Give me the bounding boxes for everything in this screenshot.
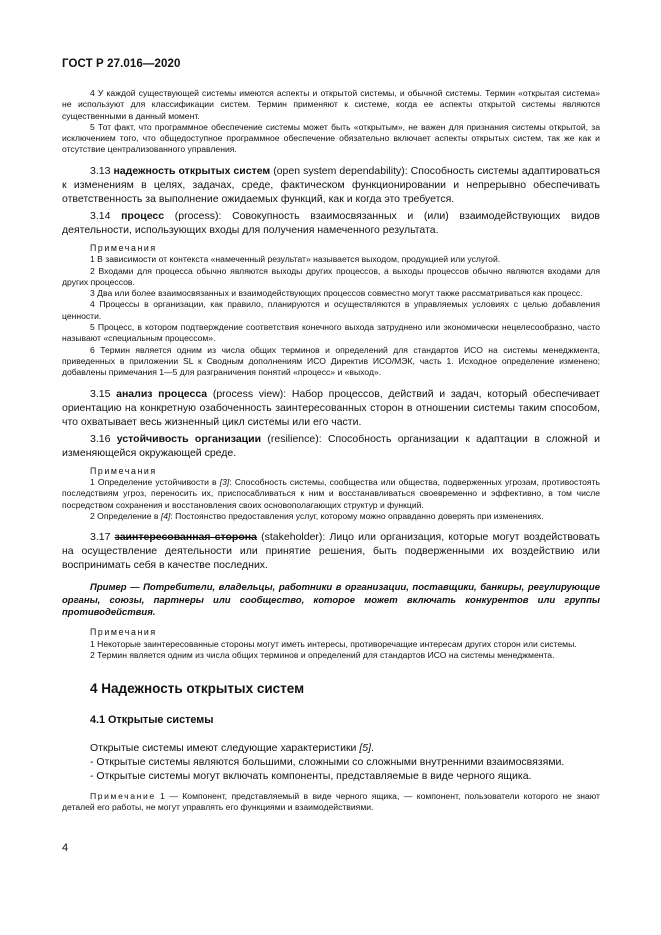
definition-3-15: [62, 387, 600, 429]
notes-heading: Примечания: [90, 465, 157, 476]
definition-number: 3.16: [90, 432, 111, 445]
note-3-17-2: 2 Термин является одним из числа общих терминов и определений для стандартов ИСО на системы менеджмента.: [90, 650, 555, 661]
subsection-title: 4.1 Открытые системы: [90, 713, 214, 726]
note-label: Примечание: [90, 790, 156, 801]
section-title: 4 Надежность открытых систем: [90, 680, 305, 696]
note-text: : Способность системы, сообщества или общества, подверженных угрозам, противостоять последствиям угроз, переносить их, приспосабливаться к ним и восстанавливаться своевременно и эффективно, в том числе посредством сохранения и восстановления своих основополагающих структур и функций.: [62, 477, 600, 510]
definition-3-16: [62, 432, 600, 460]
note-open-system-5: 5 Тот факт, что программное обеспечение системы может быть «открытым», не важен для признания системы открытой, за исключением того, что общедоступное программное обеспечение обязательно включает аспекты открытых систем, так же как и отсутствие централизованного управления.: [62, 121, 600, 155]
notes-heading: Примечания: [90, 627, 157, 638]
intro-text: .: [371, 741, 374, 754]
note-3-14-5: 5 Процесс, в котором подтверждение соответствия конечного выхода затруднено или экономически нецелесообразно, часто называют «специальным процессом».: [62, 322, 600, 344]
note-4-1-1: [62, 791, 600, 814]
definition-3-14: [62, 209, 600, 237]
note-text: 1 — Компонент, представляемый в виде черного ящика, — компонент, пользователи которого не знают деталей его работы, не могут управлять его функциями и взаимодействиями.: [62, 790, 600, 812]
note-text: 2 Определение в: [90, 510, 161, 521]
definition-term: процесс: [121, 209, 165, 222]
note-3-14-2: 2 Входами для процесса обычно являются выходы других процессов, а выходы процессов обычно являются входами для других процессов.: [62, 265, 600, 287]
note-3-14-1: 1 В зависимости от контекста «намеченный результат» называется выходом, продукцией или услугой.: [90, 254, 501, 265]
definition-3-17: [62, 530, 600, 572]
reference-link: [3]: [219, 477, 230, 488]
note-3-16-2: [62, 511, 600, 522]
page-content: [62, 88, 600, 813]
definition-term: анализ процесса: [116, 387, 208, 400]
list-item: - Открытые системы являются большими, сложными со сложными внутренними взаимосвязями.: [90, 755, 565, 768]
definition-number: 3.14: [90, 209, 111, 222]
notes-heading: Примечания: [90, 242, 157, 253]
page-number: 4: [62, 842, 69, 854]
definition-text: (process): Совокупность взаимосвязанных и (или) взаимодействующих видов деятельности, использующих входы для получения намеченного результата.: [62, 209, 600, 236]
definition-number: 3.13: [90, 164, 111, 177]
note-text: 1 Определение устойчивости в: [90, 477, 220, 488]
note-3-16-1: [62, 477, 600, 511]
intro-text: Открытые системы имеют следующие характеристики: [90, 741, 360, 754]
definition-text: (stakeholder): Лицо или организация, которые могут воздействовать на осуществление деятельности или принятие решения, быть подверженными их воздействию или воспринимать себя в качестве последних.: [62, 531, 600, 572]
note-open-system-4: 4 У каждой существующей системы имеются аспекты и открытой системы, и обычной системы. Термин «открытая система» не используют для классификации систем. Термин применяют к системе, когда ее аспекты открытой системы являются существенными в данный момент.: [62, 88, 600, 121]
definition-term: заинтересованная сторона: [114, 531, 257, 544]
note-text: : Постоянство предоставления услуг, которому можно оправданно доверять при изменениях.: [170, 510, 544, 521]
reference-link: [4]: [160, 510, 171, 521]
definition-3-13: [62, 164, 600, 206]
definition-term: устойчивость организации: [116, 432, 262, 445]
subsection-intro: [62, 741, 600, 755]
definition-number: 3.17: [90, 531, 111, 544]
note-3-14-3: 3 Два или более взаимосвязанных и взаимодействующих процессов совместно могут также рассматриваться как процесс.: [90, 288, 583, 299]
note-3-14-4: 4 Процессы в организации, как правило, планируются и осуществляются в управляемых условиях с целью добавления ценности.: [62, 299, 600, 321]
definition-text: (open system dependability): Способность системы адаптироваться к изменениям в целях, задачах, среде, фактическом функционировании и непрерывно обеспечивать ответственность за выполнение ожидаемых функций, как и когда это требуется.: [62, 164, 600, 205]
note-3-17-1: 1 Некоторые заинтересованные стороны могут иметь интересы, противоречащие интересам других сторон или системы.: [90, 638, 577, 649]
document-header: ГОСТ Р 27.016—2020: [62, 58, 181, 70]
definition-term: надежность открытых систем: [113, 164, 271, 177]
reference-link: [5]: [359, 741, 372, 754]
definition-text: (process view): Набор процессов, действий и задач, который обеспечивает ориентацию на конкретную озабоченность заинтересованных сторон в отношении системы таким способом, что охватывает весь жизненный цикл системы или его части.: [62, 387, 600, 428]
definition-text: (resilience): Способность организации к адаптации в сложной и изменяющейся окружающей среде.: [62, 432, 601, 459]
definition-number: 3.15: [90, 387, 111, 400]
example-3-17: Пример — Потребители, владельцы, работники в организации, поставщики, банкиры, регулирующие органы, союзы, партнеры или сообщество, которое может включать конкурентов или группы противодействия.: [62, 582, 600, 619]
note-3-14-6: 6 Термин является одним из числа общих терминов и определений для стандартов ИСО на системы менеджмента, приведенных в приложении SL к Сводным дополнениям ИСО Директив ИСО/МЭК, часть 1. Исходное определение изменено; добавлены примечания 1—5 для разграничения понятий «процесс» и «выход».: [62, 344, 600, 378]
list-item: - Открытые системы могут включать компоненты, представляемые в виде черного ящика.: [90, 769, 532, 782]
